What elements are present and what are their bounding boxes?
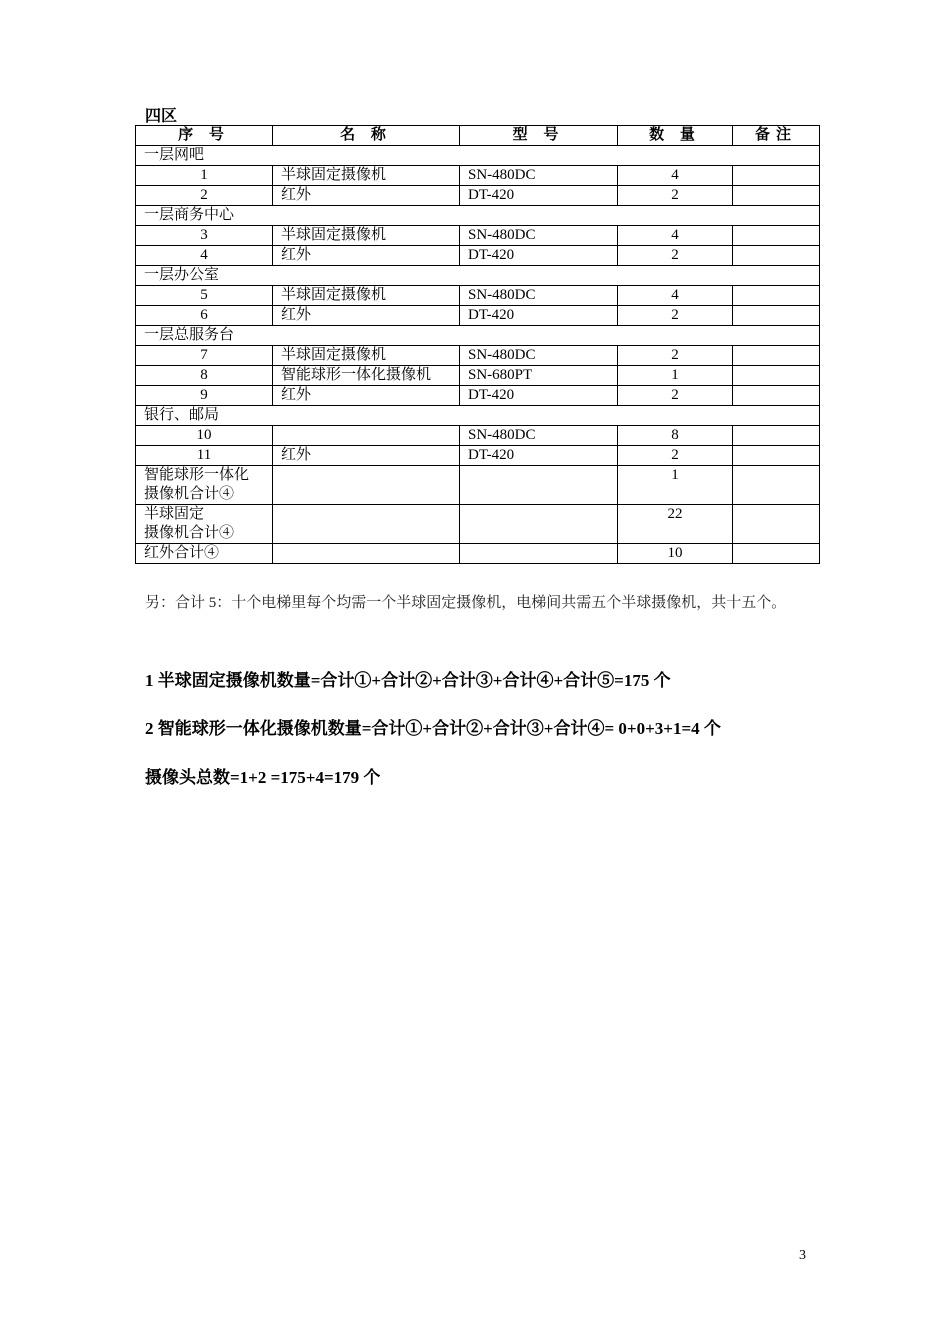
cell-model: SN-480DC — [460, 166, 618, 186]
cell-qty: 1 — [618, 366, 733, 386]
cell-note — [733, 286, 820, 306]
cell-no: 5 — [136, 286, 273, 306]
cell-note — [733, 306, 820, 326]
table-row — [136, 386, 820, 406]
group-row — [136, 266, 820, 286]
cell-qty: 4 — [618, 166, 733, 186]
cell-model: DT-420 — [460, 386, 618, 406]
cell-model: SN-680PT — [460, 366, 618, 386]
total-label — [136, 505, 273, 544]
table-row — [136, 166, 820, 186]
cell-name: 红外 — [273, 186, 460, 206]
cell-name — [273, 466, 460, 505]
cell-no: 9 — [136, 386, 273, 406]
cell-no: 7 — [136, 346, 273, 366]
table-row — [136, 226, 820, 246]
group-row — [136, 406, 820, 426]
cell-model: SN-480DC — [460, 426, 618, 446]
cell-name: 半球固定摄像机 — [273, 226, 460, 246]
cell-qty: 2 — [618, 246, 733, 266]
group-row — [136, 326, 820, 346]
total-qty: 22 — [618, 505, 733, 544]
cell-model: SN-480DC — [460, 226, 618, 246]
cell-name: 智能球形一体化摄像机 — [273, 366, 460, 386]
header-model: 型 号 — [460, 126, 618, 146]
total-qty: 1 — [618, 466, 733, 505]
total-label-line: 半球固定 — [144, 506, 205, 522]
cell-no: 10 — [136, 426, 273, 446]
total-row — [136, 466, 820, 505]
table-header-row — [136, 126, 820, 146]
cell-name — [273, 544, 460, 564]
cell-note — [733, 226, 820, 246]
cell-no: 4 — [136, 246, 273, 266]
equipment-table — [135, 125, 820, 564]
total-label: 红外合计④ — [136, 544, 273, 564]
cell-model — [460, 505, 618, 544]
group-name: 一层网吧 — [136, 146, 820, 166]
cell-qty: 4 — [618, 286, 733, 306]
page-number: 3 — [799, 1248, 806, 1263]
cell-qty: 2 — [618, 346, 733, 366]
cell-note — [733, 186, 820, 206]
cell-qty: 2 — [618, 306, 733, 326]
table-row — [136, 286, 820, 306]
total-row — [136, 505, 820, 544]
cell-name: 红外 — [273, 246, 460, 266]
group-name: 银行、邮局 — [136, 406, 820, 426]
formula-speed-dome-count: 2 智能球形一体化摄像机数量=合计①+合计②+合计③+合计④= 0+0+3+1=4 个 — [145, 719, 721, 738]
cell-model: DT-420 — [460, 446, 618, 466]
header-no: 序 号 — [136, 126, 273, 146]
cell-name: 半球固定摄像机 — [273, 286, 460, 306]
cell-qty: 2 — [618, 386, 733, 406]
cell-qty: 8 — [618, 426, 733, 446]
cell-note — [733, 544, 820, 564]
total-label-line: 摄像机合计④ — [144, 525, 235, 541]
cell-note — [733, 446, 820, 466]
table-row — [136, 366, 820, 386]
cell-note — [733, 246, 820, 266]
cell-no: 11 — [136, 446, 273, 466]
group-row — [136, 146, 820, 166]
table-row — [136, 186, 820, 206]
header-qty: 数 量 — [618, 126, 733, 146]
note-paragraph: 另：合计 5：十个电梯里每个均需一个半球固定摄像机，电梯间共需五个半球摄像机，共十五个。 — [145, 595, 787, 611]
section-title: 四区 — [145, 108, 178, 125]
header-name: 名 称 — [273, 126, 460, 146]
table-row — [136, 306, 820, 326]
group-name: 一层总服务台 — [136, 326, 820, 346]
cell-qty: 2 — [618, 186, 733, 206]
formula-dome-camera-count: 1 半球固定摄像机数量=合计①+合计②+合计③+合计④+合计⑤=175 个 — [145, 671, 671, 690]
cell-note — [733, 386, 820, 406]
cell-no: 8 — [136, 366, 273, 386]
group-name: 一层商务中心 — [136, 206, 820, 226]
table-row — [136, 246, 820, 266]
total-label-line: 智能球形一体化 — [144, 467, 250, 483]
cell-note — [733, 426, 820, 446]
cell-name: 半球固定摄像机 — [273, 346, 460, 366]
total-qty: 10 — [618, 544, 733, 564]
cell-note — [733, 466, 820, 505]
cell-name — [273, 505, 460, 544]
cell-no: 6 — [136, 306, 273, 326]
total-row — [136, 544, 820, 564]
cell-name: 红外 — [273, 386, 460, 406]
total-label-line: 摄像机合计④ — [144, 486, 235, 502]
cell-no: 3 — [136, 226, 273, 246]
header-note: 备注 — [733, 126, 820, 146]
table-row — [136, 426, 820, 446]
cell-model: SN-480DC — [460, 346, 618, 366]
cell-note — [733, 346, 820, 366]
cell-note — [733, 166, 820, 186]
cell-no: 1 — [136, 166, 273, 186]
cell-model: DT-420 — [460, 246, 618, 266]
cell-model: DT-420 — [460, 306, 618, 326]
cell-model: SN-480DC — [460, 286, 618, 306]
cell-name: 半球固定摄像机 — [273, 166, 460, 186]
formula-total-cameras: 摄像头总数=1+2 =175+4=179 个 — [145, 768, 381, 787]
total-label — [136, 466, 273, 505]
cell-name: 红外 — [273, 306, 460, 326]
cell-model — [460, 466, 618, 505]
group-row — [136, 206, 820, 226]
table-row — [136, 346, 820, 366]
cell-note — [733, 366, 820, 386]
cell-qty: 4 — [618, 226, 733, 246]
cell-note — [733, 505, 820, 544]
group-name: 一层办公室 — [136, 266, 820, 286]
cell-model: DT-420 — [460, 186, 618, 206]
cell-no: 2 — [136, 186, 273, 206]
cell-qty: 2 — [618, 446, 733, 466]
cell-model — [460, 544, 618, 564]
cell-name — [273, 426, 460, 446]
cell-name: 红外 — [273, 446, 460, 466]
table-row — [136, 446, 820, 466]
